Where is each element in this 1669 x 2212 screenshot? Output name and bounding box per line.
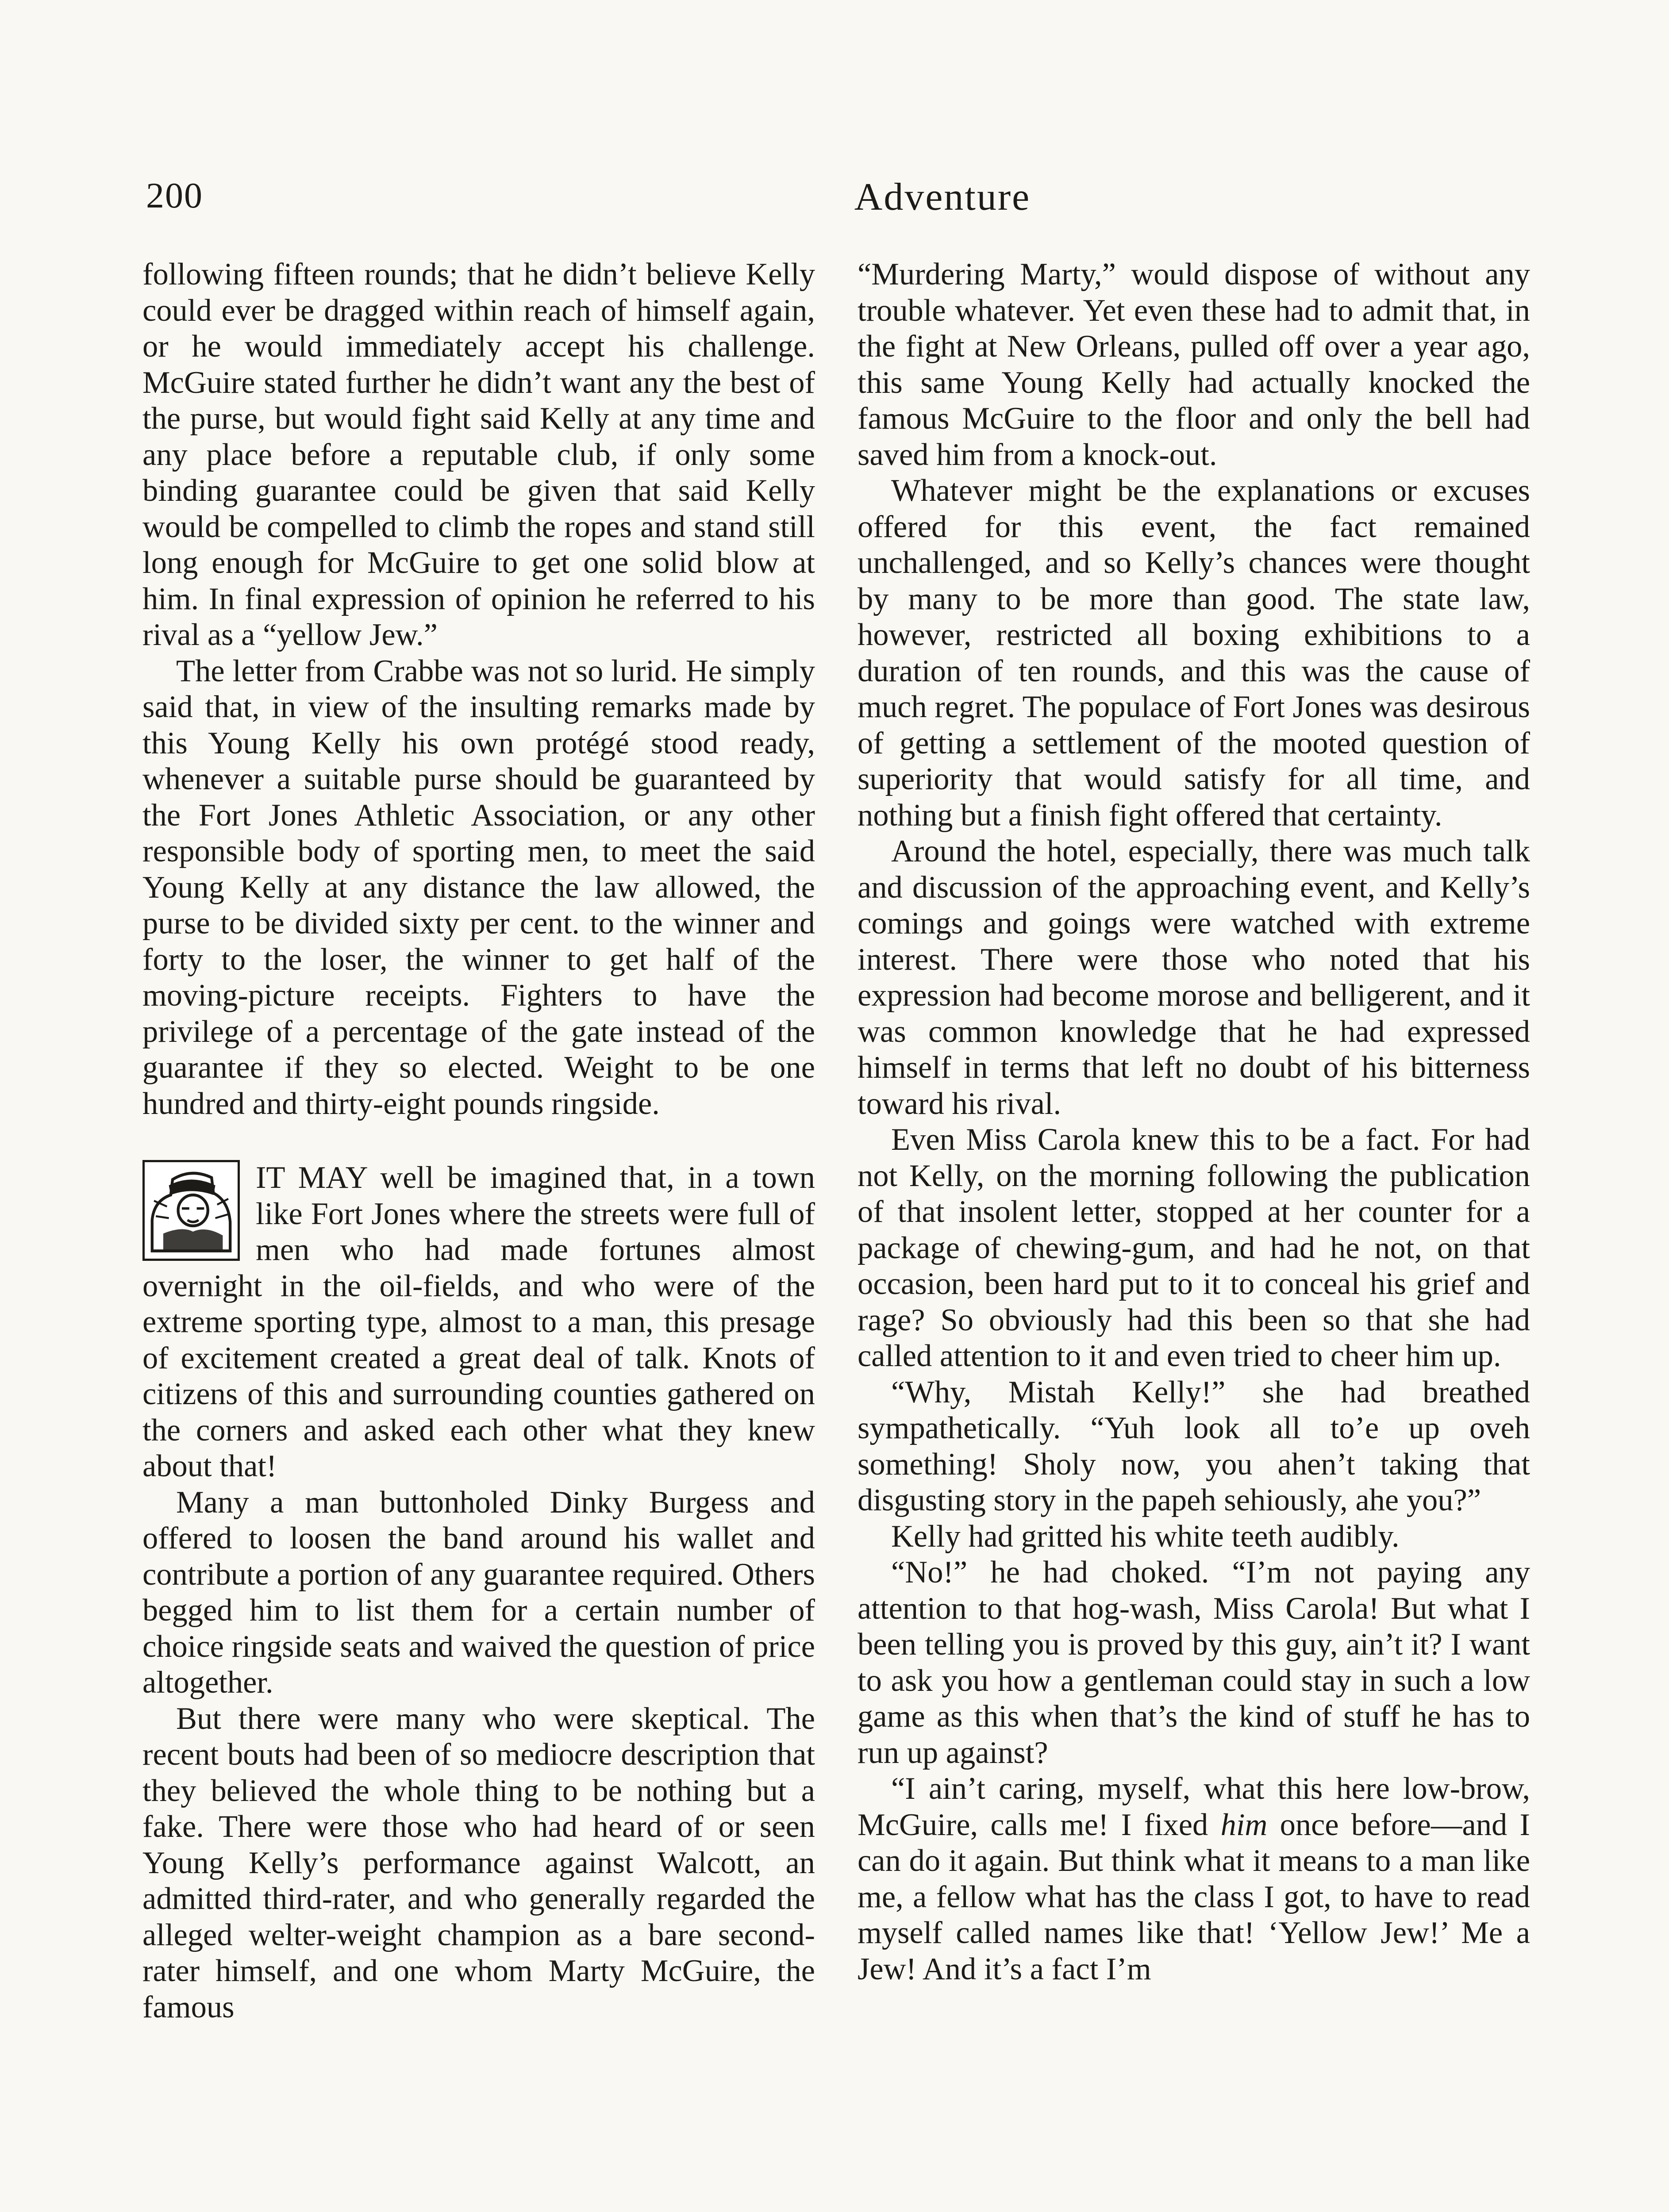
paragraph: “Murdering Marty,” would dispose of without any trouble whatever. Yet even these had to admit that, in the fight at New Orleans, pulled off over a year ago, this same Young Kelly had actually knocked the famous McGuire to the floor and only the bell had saved him from a knock-out. xyxy=(858,257,1530,472)
paragraph xyxy=(858,1771,1530,1987)
paragraph: “No!” he had choked. “I’m not paying any attention to that hog-wash, Miss Carola! But what I been telling you is proved by this guy, ain’t it? I want to ask you how a gentleman could stay in such a low game as this when that’s the kind of stuff he has to run up against? xyxy=(858,1555,1530,1770)
paragraph: “Why, Mistah Kelly!” she had breathed sympathetically. “Yuh look all to’e up oveh something! Sholy now, you ahen’t taking that disgusting story in the papeh sehiously, ahe you?” xyxy=(858,1375,1530,1517)
paragraph: following fifteen rounds; that he didn’t believe Kelly could ever be dragged within reach of himself again, or he would immediately accept his challenge. McGuire stated further he didn’t want any the best of the purse, but would fight said Kelly at any time and any place before a reputable club, if only some binding guarantee could be given that said Kelly would be compelled to climb the ropes and stand still long enough for McGuire to get one solid blow at him. In final expression of opinion he referred to his rival as a “yellow Jew.” xyxy=(142,257,815,652)
paragraph: Many a man buttonholed Dinky Burgess and offered to loosen the band around his wallet and contribute a portion of any guarantee required. Others begged him to list them for a certain number of choice ringside seats and waived the question of price altogether. xyxy=(142,1485,815,1700)
paragraph: Around the hotel, especially, there was much talk and discussion of the approaching event, and Kelly’s comings and goings were watched with extreme interest. There were those who noted that his expression had become morose and belligerent, and it was common knowledge that he had expressed himself in terms that left no doubt of his bitterness toward his rival. xyxy=(858,834,1530,1121)
paragraph: But there were many who were skeptical. The recent bouts had been of so mediocre description that they believed the whole thing to be nothing but a fake. There were those who had heard of or seen Young Kelly’s performance against Walcott, an admitted third-rater, and who generally regarded the alleged welter-weight champion as a bare second-rater himself, and one whom Marty McGuire, the famous xyxy=(142,1701,815,2024)
page-header xyxy=(146,175,1031,228)
running-title: Adventure xyxy=(854,176,1031,219)
emphasized-word: him xyxy=(1220,1807,1268,1842)
paragraph: Kelly had gritted his white teeth audibly. xyxy=(891,1519,1400,1554)
text-run: “I ain’t caring, myself, what this here low-brow, McGuire, calls me! I fixed xyxy=(858,1771,1530,1842)
paragraph: The letter from Crabbe was not so lurid. He simply said that, in view of the insulting remarks made by this Young Kelly his own protégé stood ready, whenever a suitable purse should be guaranteed by the Fort Jones Athletic Association, or any other responsible body of sporting men, to meet the said Young Kelly at any distance the law allowed, the purse to be divided sixty per cent. to the winner and forty to the loser, the winner to get half of the moving-picture receipts. Fighters to have the privilege of a percentage of the gate instead of the guarantee if they so elected. Weight to be one hundred and thirty-eight pounds ringside. xyxy=(142,653,815,1121)
decorative-illustration xyxy=(142,1160,240,1261)
paragraph: Even Miss Carola knew this to be a fact. For had not Kelly, on the morning following the publication of that insolent letter, stopped at her counter for a package of chewing-gum, and had he not, on that occasion, been hard put to it to conceal his grief and rage? So obviously had this been so that she had called attention to it and even tried to cheer him up. xyxy=(858,1122,1530,1373)
paragraph: Whatever might be the explanations or excuses offered for this event, the fact remained unchallenged, and so Kelly’s chances were thought by many to be more than good. The state law, however, restricted all boxing exhibitions to a duration of ten rounds, and this was the cause of much regret. The populace of Fort Jones was desirous of getting a settlement of the mooted question of superiority that would satisfy for all time, and nothing but a finish fight offered that certainty. xyxy=(858,473,1530,833)
text-run: once before—and I can do it again. But think what it means to a man like me, a fellow what has the class I got, to have to read myself called names like that! ‘Yellow Jew!’ Me a Jew! And it’s a fact I’m xyxy=(858,1807,1530,1986)
text-column-left xyxy=(142,257,815,2025)
paragraph: IT MAY well be imagined that, in a town like Fort Jones where the streets were full of men who had made fortunes almost overnight in the oil-fields, and who were of the extreme sporting type, almost to a man, this presage of excitement created a great deal of talk. Knots of citizens of this and surrounding counties gathered on the corners and asked each other what they knew about that! xyxy=(142,1160,815,1483)
text-column-right xyxy=(858,257,1530,1987)
page-number: 200 xyxy=(146,175,203,215)
